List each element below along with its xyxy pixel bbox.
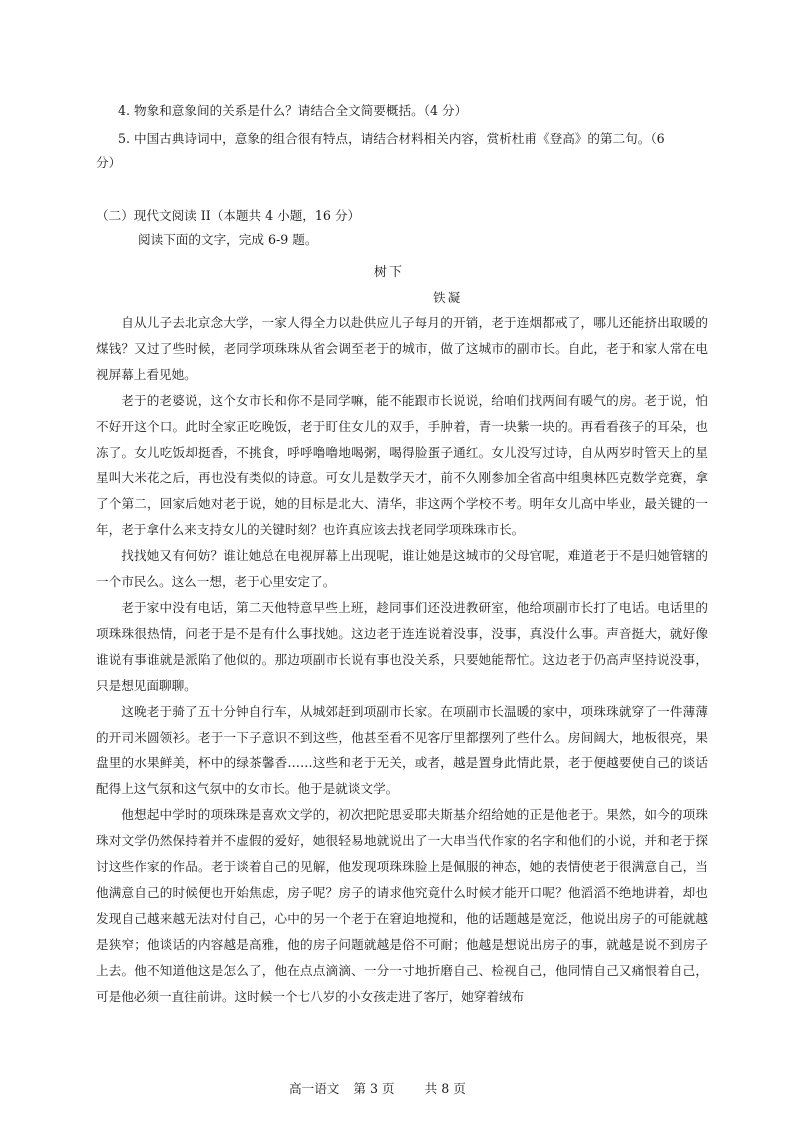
reading-instruction: 阅读下面的文字，完成 6-9 题。 — [138, 232, 318, 247]
section-heading: （二）现代文阅读 II（本题共 4 小题，16 分） — [96, 208, 361, 223]
article-paragraph: 老于家中没有电话，第二天他特意早些上班，趁同事们还没进教研室，他给项副市长打了电话。电话里的项珠珠很热情，问老于是不是有什么事找她。这边老于连连说着没事，没事，真没什么事。声音挺大，就好像谁说有事谁就是派陷了他似的。那边项副市长说有事也没关系，只要她能帮忙。这边老于仍高声坚持说没事，只是想见面聊聊。 — [96, 599, 708, 693]
footer-page-number: 第 3 页 — [353, 1081, 395, 1096]
article-paragraph: 他想起中学时的项珠珠是喜欢文学的，初次把陀思妥耶夫斯基介绍给她的正是他老于。果然，如今的项珠珠对文学仍然保持着并不虚假的爱好，她很轻易地就说出了一大串当代作家的名字和他们的小说，并和老于探讨这些作家的作品。老于谈着自己的见解，他发现项珠珠脸上是佩服的神态，她的表情使老于很满意自己，当他满意自己的时候便也开始焦虑，房子呢？房子的请求他究竟什么时候才能开口呢？他滔滔不绝地讲着，却也发现自己越来越无法对付自己，心中的另一个老于在窘迫地搅和，他的话题越是宽泛，他说出房子的可能就越是狭窄；他谈话的内容越是高雅，他的房子问题就越是俗不可耐；他越是想说出房子的事，就越是说不到房子上去。他不知道他这是怎么了，他在点点滴滴、一分一寸地折磨自己、检视自己，他同情自己又痛恨着自己，可是他必须一直往前讲。这时候一个七八岁的小女孩走进了客厅，她穿着绒布 — [96, 807, 708, 1004]
article-paragraph: 老于的老婆说，这个女市长和你不是同学嘛，能不能跟市长说说，给咱们找两间有暖气的房。老于说，怕不好开这个口。此时全家正吃晚饭，老于盯住女儿的双手，手肿着，青一块紫一块的。再看看孩子的耳朵，也冻了。女儿吃饭却挺香，不挑食，呼呼噜噜地喝粥，喝得脸蛋子通红。女儿没写过诗，自从两岁时管天上的星星叫大米花之后，再也没有类似的诗意。可女儿是数学天才，前不久刚参加全省高中组奥林匹克数学竞赛，拿了个第二，回家后她对老于说，她的目标是北大、清华，非这两个学校不考。明年女儿高中毕业，最关键的一年，老于拿什么来支持女儿的关键时刻？也许真应该去找老同学项珠珠市长。 — [96, 392, 708, 538]
footer-course: 高一语文 — [289, 1081, 340, 1096]
article-author: 铁凝 — [433, 290, 463, 305]
question-4: 4. 物象和意象间的关系是什么？请结合全文简要概括。（4 分） — [118, 103, 468, 118]
article-body — [96, 310, 708, 1009]
question-5: 5. 中国古典诗词中，意象的组合很有特点，请结合材料相关内容，赏析杜甫《登高》的第二句。（6 — [118, 131, 665, 146]
article-title: 树下 — [374, 265, 405, 280]
footer-page-total: 共 8 页 — [424, 1081, 466, 1096]
article-paragraph: 找找她又有何妨？谁让她总在电视屏幕上出现呢，谁让她是这城市的父母官呢，难道老于不是归她管辖的一个市民么。这么一想，老于心里安定了。 — [96, 548, 708, 590]
page-footer — [289, 1078, 509, 1097]
article-paragraph: 这晚老于骑了五十分钟自行车，从城郊赶到项副市长家。在项副市长温暖的家中，项珠珠就穿了一件薄薄的开司米圆领衫。老于一下子意识不到这些，他甚至看不见客厅里都摆列了些什么。房间阔大，地板很亮，果盘里的水果鲜美，杯中的绿茶馨香……这些和老于无关，或者，越是置身此情此景，老于便越要使自己的谈话配得上这气氛和这气氛中的女市长。他于是就谈文学。 — [96, 703, 708, 797]
article-paragraph: 自从儿子去北京念大学，一家人得全力以赴供应儿子每月的开销，老于连烟都戒了，哪儿还能挤出取暖的煤钱？又过了些时候，老同学项珠珠从省会调至老于的城市，做了这城市的副市长。自此，老于和家人常在电视屏幕上看见她。 — [96, 315, 708, 382]
question-5-continuation: 分） — [96, 155, 122, 170]
